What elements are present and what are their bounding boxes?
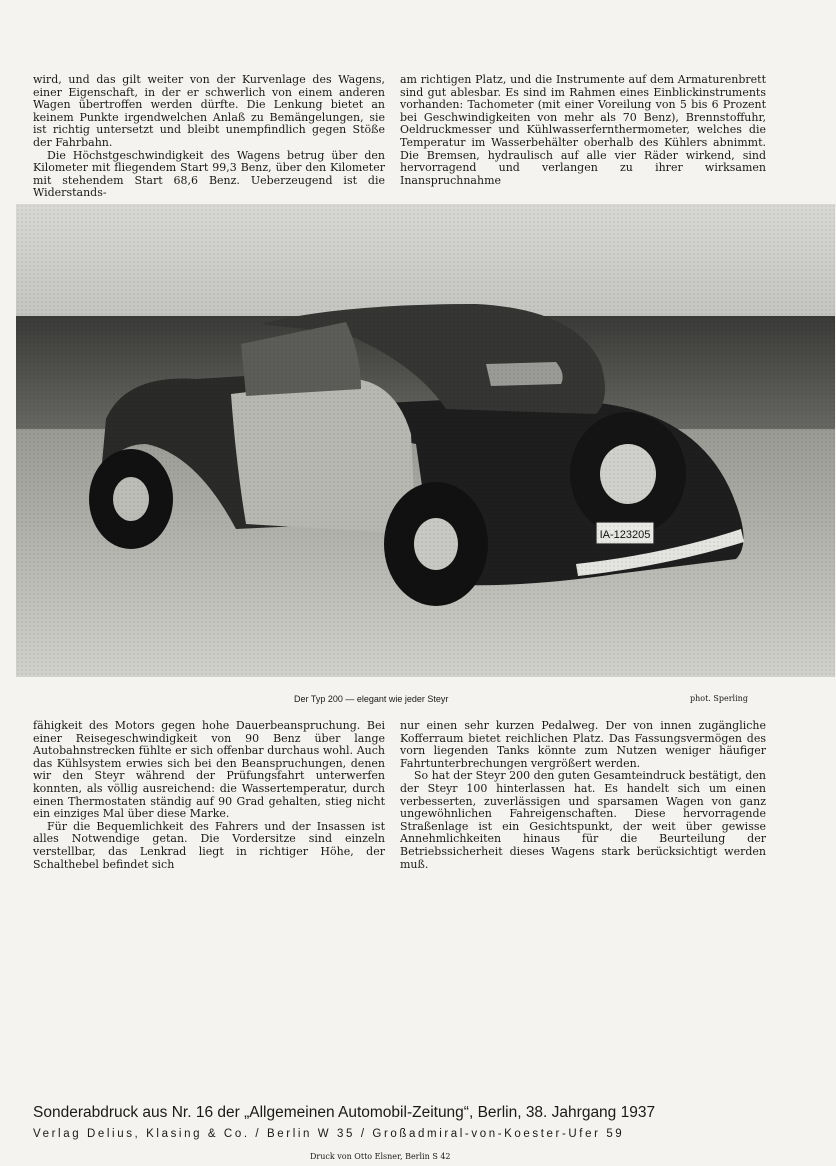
paragraph: So hat der Steyr 200 den guten Gesamteindruck bestätigt, den der Steyr 100 hinterlassen hat. Es handelt sich um einen verbesserten, zuverlässigen und sparsamen Wagen von ganz ungewöhnlichen Fahreigenschaften. Diese hervorragende Straßenlage ist ein Gesichtspunkt, der weit über gewisse Annehmlichkeiten hinaus für die Beurteilung der Betriebssicherheit dieses Wagens stark berücksichtigt werden muß. bbox=[400, 769, 766, 871]
steyr-200-car-image bbox=[16, 204, 835, 677]
paragraph: am richtigen Platz, und die Instrumente auf dem Armaturenbrett sind gut ablesbar. Es sind im Rahmen eines Einblickinstruments vorhanden: Tachometer (mit einer Voreilung von 5 bis 6 Prozent bei Geschwindigkeiten von mehr als 70 Benz), Brennstoffuhr, Oeldruckmesser und Kühlwasserfernthermometer, welches die Temperatur im Wasserbehälter oberhalb des Kühlers abnimmt. Die Bremsen, hydraulisch auf alle vier Räder wirkend, sind hervorragend und verlangen zu ihrer wirksamen Inanspruchnahme bbox=[400, 73, 766, 187]
article-column-top-left bbox=[33, 74, 385, 200]
paragraph: Die Höchstgeschwindigkeit des Wagens betrug über den Kilometer mit fliegendem Start 99,3 Benz, über den Kilometer mit stehendem Start 68,6 Benz. Ueberzeugend ist die Widerstands- bbox=[33, 148, 385, 200]
photo-credit: phot. Sperling bbox=[690, 694, 748, 703]
reprint-notice: Sonderabdruck aus Nr. 16 der „Allgemeinen Automobil-Zeitung“, Berlin, 38. Jahrgang 1937 bbox=[33, 1104, 656, 1121]
photo-caption: Der Typ 200 — elegant wie jeder Steyr bbox=[294, 694, 449, 704]
paragraph: fähigkeit des Motors gegen hohe Dauerbeanspruchung. Bei einer Reisegeschwindigkeit von 90 Benz über lange Autobahnstrecken fühlte er sich offenbar durchaus wohl. Auch das Kühlsystem erwies sich bei den Beanspruchungen, denen wir den Steyr während der Prüfungsfahrt unterwerfen konnten, als völlig ausreichend: die Wassertemperatur, durch einen Thermostaten ständig auf 90 Grad gehalten, stieg nicht ein einziges Mal über diese Marke. bbox=[33, 719, 385, 821]
car-photo bbox=[16, 204, 835, 677]
paragraph: nur einen sehr kurzen Pedalweg. Der von innen zugängliche Kofferraum bietet reichlichen Platz. Das Fassungsvermögen des vorn liegenden Tanks könnte zum Nutzen weniger häufiger Fahrtunterbrechungen vergrößert werden. bbox=[400, 719, 766, 770]
publisher-line: Verlag Delius, Klasing & Co. / Berlin W 35 / Großadmiral-von-Koester-Ufer 59 bbox=[33, 1128, 625, 1140]
paragraph: wird, und das gilt weiter von der Kurvenlage des Wagens, einer Eigenschaft, in der er schwerlich von einem anderen Wagen übertroffen werden dürfte. Die Lenkung bietet an keinem Punkte irgendwelchen Anlaß zu Bemängelungen, sie ist richtig untersetzt und bleibt unempfindlich gegen Stöße der Fahrbahn. bbox=[33, 73, 385, 149]
article-column-top-right bbox=[400, 74, 766, 187]
article-column-bottom-left bbox=[33, 720, 385, 871]
printer-credit: Druck von Otto Elsner, Berlin S 42 bbox=[310, 1152, 451, 1161]
paragraph: Für die Bequemlichkeit des Fahrers und der Insassen ist alles Notwendige getan. Die Vordersitze sind einzeln verstellbar, das Lenkrad liegt in richtiger Höhe, der Schalthebel befindet sich bbox=[33, 819, 385, 871]
article-column-bottom-right bbox=[400, 720, 766, 871]
